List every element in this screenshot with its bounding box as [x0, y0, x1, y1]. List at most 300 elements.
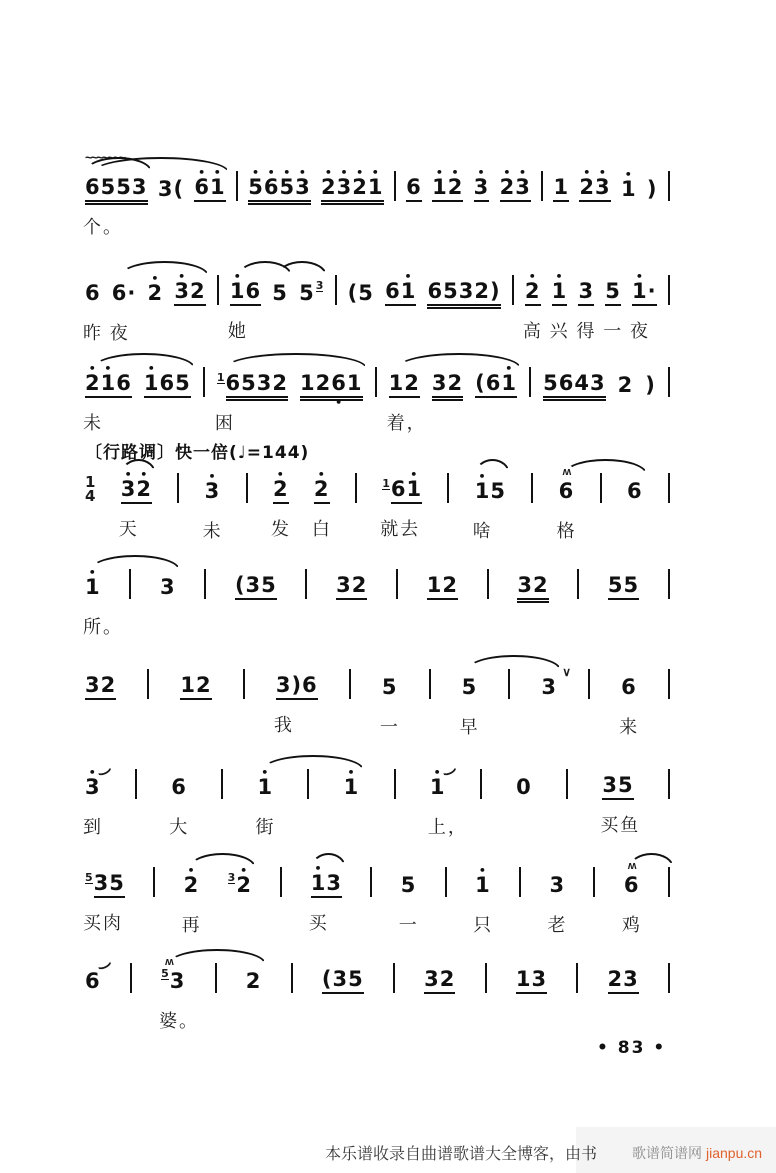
lyric: 只 [473, 915, 494, 935]
note [246, 971, 262, 994]
note [517, 575, 548, 600]
score-line [85, 458, 670, 541]
barline [485, 963, 487, 993]
lyric: 着， [386, 413, 427, 433]
note [474, 177, 490, 202]
note [621, 179, 637, 202]
digit: 5 [100, 175, 117, 199]
digit: 5 [348, 967, 364, 991]
note-digits [85, 777, 101, 800]
grace-note: 3 [227, 871, 236, 884]
barline [566, 769, 568, 799]
barline [355, 473, 357, 503]
note [619, 675, 640, 737]
note-digits [112, 283, 137, 306]
digit: 6 [558, 479, 575, 503]
note-digits [174, 281, 205, 306]
digit: 3 [256, 371, 273, 395]
lyric: 鸡 [621, 915, 642, 935]
note [541, 665, 572, 700]
digit: 6 [406, 175, 422, 199]
digit: • 1 [344, 777, 360, 798]
digit: 6 • [331, 373, 347, 394]
digit: 5 [261, 573, 277, 597]
digit: 3 [245, 573, 262, 597]
barline [668, 963, 670, 993]
note-digits [121, 479, 152, 504]
digit: 5 [617, 773, 634, 797]
digit: 3 [541, 675, 558, 699]
note [398, 873, 419, 935]
barline [668, 367, 670, 397]
barline [305, 569, 307, 599]
note-digits [246, 971, 262, 994]
barline [508, 669, 510, 699]
barline [487, 569, 489, 599]
note-digits [427, 281, 500, 306]
digit: 3 [169, 969, 186, 993]
score-line [83, 150, 670, 237]
grace-note: 5 [85, 871, 93, 884]
note-digits [543, 373, 606, 398]
note-digits [160, 577, 176, 600]
digit: 6 [626, 479, 643, 503]
digit: 2 [272, 371, 288, 395]
lyric: 格 [556, 521, 577, 541]
digit: • 1 [430, 777, 446, 798]
note [85, 960, 115, 994]
note-digits [85, 971, 101, 994]
barline [307, 769, 309, 799]
digit: 1 [515, 967, 532, 991]
barline [394, 769, 396, 799]
lyric: 昨 [83, 323, 103, 343]
digit: • 1 [101, 373, 117, 394]
note [556, 466, 577, 541]
note-digits [432, 177, 463, 202]
note-digits [391, 479, 422, 504]
digit: 5 [443, 279, 459, 303]
digit: 2 [404, 371, 420, 395]
barline [531, 473, 533, 503]
note [83, 371, 132, 433]
note [174, 281, 205, 306]
grace-note: 3 [315, 279, 324, 292]
digit: 2 [617, 373, 634, 397]
digit: ( [475, 371, 486, 395]
note-digits [184, 875, 200, 898]
note-digits [602, 775, 633, 800]
note-digits [226, 373, 289, 398]
token-row [83, 274, 670, 343]
note [472, 479, 506, 541]
digit: 3 [517, 573, 533, 597]
digit: • 1 [257, 777, 273, 798]
tr-ornament-icon: ʍ [562, 466, 571, 478]
digit: 1 [388, 371, 405, 395]
note-digits [579, 177, 610, 202]
score-line [85, 654, 670, 737]
digit: 5 [400, 873, 417, 897]
digit: • 2 [148, 283, 164, 304]
breath-mark: ∨ [562, 665, 572, 679]
digit: 6 [427, 279, 444, 303]
note-digits [624, 875, 640, 898]
digit: 3 [578, 279, 595, 303]
lyric: 她 [227, 321, 248, 341]
digit: • 2 [500, 177, 516, 198]
note [475, 373, 517, 398]
note-digits [248, 177, 311, 202]
barline [396, 569, 398, 599]
slide-ornament-icon: ) [442, 766, 460, 778]
note-digits [552, 281, 568, 306]
note-digits [517, 575, 548, 600]
digit: 5 [109, 871, 125, 895]
tr-ornament-icon: ʍ [165, 956, 173, 968]
score-line [83, 352, 670, 433]
digit: • 1 [85, 577, 101, 598]
digit: 3 [332, 967, 349, 991]
note-digits [194, 177, 225, 202]
note-digits [401, 875, 417, 898]
lyric: 白 [311, 519, 332, 539]
digit: 6 [302, 673, 318, 697]
lyric: 大 [169, 817, 190, 837]
digit: 2 [439, 967, 456, 991]
note [473, 873, 494, 935]
digit: 1 [180, 673, 197, 697]
note [273, 673, 318, 735]
digit: • 2 [136, 479, 152, 500]
note [600, 773, 641, 835]
barline [668, 769, 670, 799]
watermark [632, 1143, 762, 1163]
note-digits [236, 875, 252, 898]
lyric: 再 [181, 915, 202, 935]
barline [204, 569, 206, 599]
digit: 5 [175, 371, 191, 395]
digit: • 1 [621, 179, 637, 200]
note-digits [621, 179, 637, 202]
digit: • 6 [194, 177, 210, 198]
digit: 5 [241, 371, 257, 395]
digit: 3 [623, 967, 639, 991]
note-digits [500, 177, 531, 202]
digit: • 2 [352, 177, 368, 198]
note [336, 575, 367, 600]
grace-note: 1 [382, 477, 390, 490]
digit: 2 [607, 967, 624, 991]
lyric: 夜 [630, 321, 651, 341]
digit: 3 [431, 371, 448, 395]
digit: 5 [461, 675, 478, 699]
note [621, 860, 642, 935]
digit: • 5 [248, 177, 264, 198]
digit: • 1 [230, 281, 246, 302]
digit: 6 [171, 775, 187, 799]
digit: 3 [531, 967, 548, 991]
digit: 5 [623, 573, 640, 597]
digit: • 3 [595, 177, 611, 198]
note-digits [171, 777, 187, 800]
digit: ) [646, 177, 658, 201]
digit: 2 [351, 573, 368, 597]
digit: • 2 [579, 177, 595, 198]
note [547, 873, 568, 935]
ts-numerator: 1 [85, 472, 96, 491]
note-digits [170, 971, 186, 994]
barline [577, 569, 579, 599]
note-digits [273, 479, 289, 504]
note-digits [475, 373, 517, 398]
digit: 2 [189, 279, 206, 303]
token-row [83, 150, 670, 237]
digit: • 1 [432, 177, 448, 198]
note-digits [627, 481, 643, 504]
digit: ) [291, 673, 303, 697]
grace-note: 5 [161, 967, 169, 980]
barline [480, 769, 482, 799]
digit: 6 [116, 371, 132, 395]
digit: • 2 [273, 479, 289, 500]
digit: • 2 [184, 875, 200, 896]
lyric: 一 [379, 717, 400, 737]
note [627, 481, 643, 504]
note [270, 477, 291, 539]
note [424, 969, 455, 994]
lyric: 所。 [83, 617, 123, 637]
note-digits [432, 373, 463, 398]
note [647, 179, 658, 202]
note [608, 575, 639, 600]
watermark-domain-link[interactable]: jianpu.cn [706, 1145, 763, 1161]
barline [519, 867, 521, 897]
barline [588, 669, 590, 699]
lyric: 到 [83, 817, 103, 837]
note-digits [344, 777, 360, 800]
note-digits [475, 875, 491, 898]
barline [215, 963, 217, 993]
digit: 6 [623, 873, 640, 897]
lyric: 就去 [380, 519, 421, 539]
note [427, 766, 468, 837]
note-digits [516, 969, 547, 994]
note [83, 766, 115, 837]
lyric: 一 [603, 321, 624, 341]
note-digits [85, 177, 148, 202]
note [321, 177, 384, 202]
note-digits [462, 677, 478, 700]
note-digits [299, 283, 315, 306]
token-row [83, 568, 670, 637]
note-digits [85, 577, 101, 600]
digit: • 1 [501, 373, 517, 394]
lyric: 老 [547, 915, 568, 935]
barline [529, 367, 531, 397]
note-digits [235, 575, 277, 600]
note-digits [230, 281, 261, 306]
note [118, 477, 153, 539]
lyric: 我 [273, 715, 294, 735]
lyric: 婆。 [159, 1011, 200, 1031]
digit: 3 [336, 573, 352, 597]
barline [668, 473, 670, 503]
score-line [85, 948, 670, 1031]
digit: 6 [85, 175, 101, 199]
note-digits [621, 677, 637, 700]
barline [335, 275, 337, 305]
digit: 6 [85, 281, 101, 305]
note [432, 373, 463, 398]
note-digits [475, 481, 506, 504]
digit: 6 [85, 969, 101, 993]
note-digits [314, 479, 330, 504]
digit: 0 [516, 775, 532, 799]
token-row [85, 956, 670, 1031]
note-digits [424, 969, 455, 994]
note [144, 373, 191, 398]
digit: 5 [490, 479, 506, 503]
barline [153, 867, 155, 897]
note-digits [406, 177, 422, 202]
note-digits [336, 575, 367, 600]
note [459, 675, 480, 737]
note-digits [85, 283, 101, 306]
digit: • 3 [295, 177, 311, 198]
note-digits [516, 777, 532, 800]
note [630, 279, 657, 341]
lyric: 高 [522, 321, 543, 341]
note [645, 375, 656, 398]
digit: 6 [485, 371, 502, 395]
digit: 6 [558, 371, 575, 395]
note-digits [525, 281, 541, 306]
digit: • 2 [85, 373, 101, 394]
digit: • 2 [448, 177, 464, 198]
digit: 6 [225, 371, 242, 395]
note-digits [389, 373, 420, 398]
page-number: • 83 • [597, 1038, 667, 1058]
note-digits [541, 677, 557, 700]
grace-note: 1 [216, 371, 225, 384]
barline [512, 275, 514, 305]
credit-text: 本乐谱收录自曲谱歌谱大全博客，由书 [325, 1146, 598, 1163]
lyric: 早 [459, 717, 480, 737]
note [181, 873, 202, 935]
note [180, 675, 211, 700]
note [379, 675, 400, 737]
note-digits [321, 177, 384, 202]
note [579, 177, 610, 202]
digit: 3 [326, 871, 342, 895]
ts-denominator: 4 [85, 486, 96, 505]
digit: • 3 [174, 281, 190, 302]
digit: 5 [607, 573, 624, 597]
note-digits [645, 375, 656, 398]
note-digits [144, 373, 191, 398]
section-marker: 〔行路调〕快一倍(♩=144) [85, 443, 310, 463]
note [83, 871, 125, 933]
note [432, 177, 463, 202]
digit: 2 [196, 673, 212, 697]
note [158, 179, 184, 202]
note-digits [158, 179, 184, 202]
note [553, 177, 569, 202]
note [248, 177, 311, 202]
digit: 6 [390, 477, 407, 501]
digit: 6 [159, 371, 176, 395]
note [194, 177, 225, 202]
digit: 5 [381, 675, 398, 699]
barline [445, 867, 447, 897]
digit: • 1 [368, 177, 384, 198]
digit: • 2 [314, 479, 330, 500]
score-line [83, 260, 670, 343]
note [311, 477, 332, 539]
note-digits [85, 373, 132, 398]
note-digits [608, 969, 639, 994]
note [235, 575, 277, 600]
digit: · [647, 279, 657, 303]
barline [668, 669, 670, 699]
digit: • 1 [552, 281, 568, 302]
note [83, 575, 123, 637]
lyric: 兴 [549, 321, 570, 341]
lyric: 得 [576, 321, 597, 341]
barline [447, 473, 449, 503]
note [386, 371, 427, 433]
note [109, 281, 137, 343]
note [500, 177, 531, 202]
barline [576, 963, 578, 993]
digit: 6 [385, 279, 401, 303]
lyric: 买肉 [83, 913, 123, 933]
score-line [83, 754, 670, 837]
digit: • 5 [279, 177, 295, 198]
digit: 2 [100, 673, 117, 697]
token-row [83, 366, 670, 433]
note [83, 150, 148, 237]
barline [236, 171, 238, 201]
digit: • 2 [525, 281, 541, 302]
note [202, 479, 223, 541]
lyric: 发 [270, 519, 291, 539]
lyric: 买鱼 [600, 815, 641, 835]
note [618, 375, 634, 398]
note [169, 775, 190, 837]
note-digits [382, 677, 398, 700]
note-digits [85, 675, 116, 700]
lyric: 未 [202, 521, 223, 541]
slide-ornament-icon: ) [98, 960, 115, 972]
digit: • 2 [236, 875, 252, 896]
note-digits [257, 777, 273, 800]
note [300, 373, 363, 398]
barline [243, 669, 245, 699]
barline [135, 769, 137, 799]
note [549, 279, 570, 341]
note [576, 279, 597, 341]
note-digits [276, 675, 318, 700]
digit: • 1 [475, 481, 491, 502]
digit: • 6 [264, 177, 280, 198]
digit: ) [645, 373, 656, 397]
barline [147, 669, 149, 699]
barline [129, 569, 131, 599]
digit: 3 [93, 871, 110, 895]
note-digits [430, 777, 446, 800]
